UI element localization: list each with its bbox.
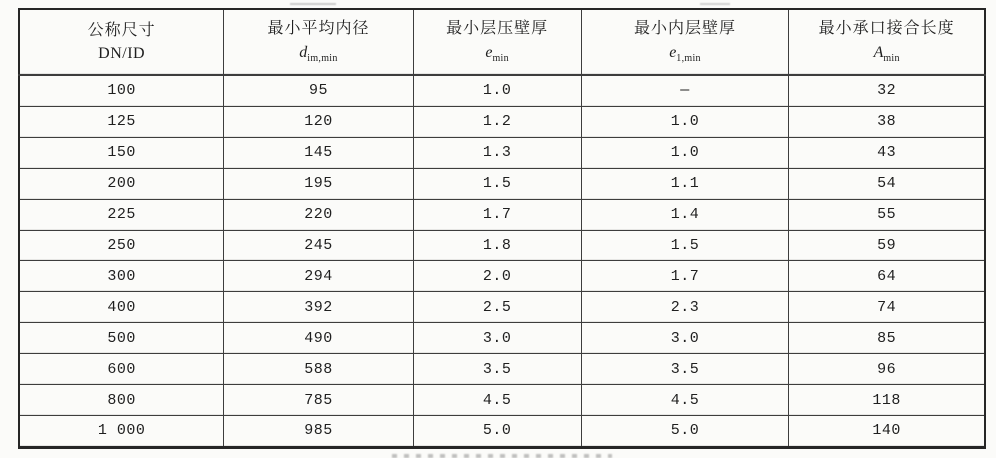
table-row — [19, 230, 985, 261]
table-cell: 38 — [789, 106, 985, 137]
column-title: 最小层压壁厚 — [446, 20, 549, 38]
cutoff-caption-artifact — [392, 454, 612, 458]
table-cell: 3.5 — [413, 354, 581, 385]
table-cell: 64 — [789, 261, 985, 292]
table-row — [19, 199, 985, 230]
table-cell: 490 — [224, 323, 413, 354]
table-cell: 59 — [789, 230, 985, 261]
table-cell: 140 — [789, 415, 985, 447]
column-title: 公称尺寸 — [87, 21, 156, 39]
table-cell: 2.3 — [581, 292, 789, 323]
table-cell: 1.7 — [581, 261, 789, 292]
symbol-subscript: min — [492, 52, 509, 64]
table-row — [19, 106, 985, 137]
table-cell: 1.3 — [413, 137, 581, 168]
table-cell: 294 — [224, 261, 413, 292]
column-header-2 — [224, 9, 413, 75]
column-header-5 — [789, 9, 985, 75]
table-cell: 250 — [19, 230, 224, 261]
column-header-3 — [413, 9, 581, 75]
table-row — [19, 292, 985, 323]
table-cell: 96 — [789, 354, 985, 385]
table-cell: 43 — [789, 137, 985, 168]
symbol-base: d — [299, 43, 308, 61]
table-cell: 2.0 — [413, 261, 581, 292]
column-header-4 — [581, 9, 789, 75]
table-row — [19, 385, 985, 416]
table-cell: 32 — [789, 75, 985, 106]
pipe-dimension-table — [18, 8, 986, 449]
column-symbol — [414, 45, 581, 64]
table-header — [19, 9, 985, 75]
symbol-base: A — [873, 43, 884, 61]
table-cell: 245 — [224, 230, 413, 261]
header-row — [19, 9, 985, 75]
table-cell: 1.4 — [581, 199, 789, 230]
table-cell: 4.5 — [581, 385, 789, 416]
table-cell: 125 — [19, 106, 224, 137]
column-header-1 — [19, 9, 224, 75]
table-cell: 800 — [19, 385, 224, 416]
symbol-base: DN/ID — [98, 45, 146, 63]
table-row — [19, 168, 985, 199]
table-cell: 3.5 — [581, 354, 789, 385]
column-title: 最小平均内径 — [267, 20, 370, 38]
table-cell: 5.0 — [581, 415, 789, 447]
table-cell: 3.0 — [581, 323, 789, 354]
table-cell: 4.5 — [413, 385, 581, 416]
table-cell: 785 — [224, 385, 413, 416]
table-cell: 1.5 — [413, 168, 581, 199]
table-cell: 3.0 — [413, 323, 581, 354]
scan-smudge — [700, 3, 730, 5]
table-cell: 120 — [224, 106, 413, 137]
table-cell: 1.0 — [581, 106, 789, 137]
table-cell: 588 — [224, 354, 413, 385]
column-symbol — [789, 45, 984, 64]
table-cell: 54 — [789, 168, 985, 199]
table-cell: 300 — [19, 261, 224, 292]
table-cell: 150 — [19, 137, 224, 168]
table-body — [19, 75, 985, 448]
table-row — [19, 354, 985, 385]
table-cell: 400 — [19, 292, 224, 323]
table-cell: 985 — [224, 415, 413, 447]
table-cell: 2.5 — [413, 292, 581, 323]
table-cell: 200 — [19, 168, 224, 199]
table-cell: 95 — [224, 75, 413, 106]
table-cell: 500 — [19, 323, 224, 354]
table-row — [19, 323, 985, 354]
table-cell: 118 — [789, 385, 985, 416]
table-row — [19, 75, 985, 106]
symbol-base: e — [669, 43, 677, 61]
table-cell: 100 — [19, 75, 224, 106]
table-cell: 1.0 — [413, 75, 581, 106]
table-cell: 1.7 — [413, 199, 581, 230]
table-cell: 1.1 — [581, 168, 789, 199]
symbol-subscript: min — [883, 52, 900, 64]
table-cell: 1.2 — [413, 106, 581, 137]
symbol-subscript: im,min — [307, 52, 338, 64]
table-cell: 1.8 — [413, 230, 581, 261]
table-row — [19, 137, 985, 168]
column-symbol — [582, 45, 789, 64]
column-title: 最小内层壁厚 — [634, 20, 737, 38]
table-cell: 55 — [789, 199, 985, 230]
column-symbol — [20, 46, 223, 62]
table-cell: 195 — [224, 168, 413, 199]
column-title: 最小承口接合长度 — [818, 20, 955, 38]
symbol-base: e — [485, 43, 493, 61]
table-cell: — — [581, 75, 789, 106]
scan-smudge — [290, 3, 336, 5]
table-row — [19, 415, 985, 447]
symbol-subscript: 1,min — [676, 52, 701, 64]
table-cell: 225 — [19, 199, 224, 230]
table-cell: 220 — [224, 199, 413, 230]
table-row — [19, 261, 985, 292]
table-cell: 1.0 — [581, 137, 789, 168]
table-cell: 1.5 — [581, 230, 789, 261]
table-cell: 1 000 — [19, 415, 224, 447]
table-cell: 85 — [789, 323, 985, 354]
table-cell: 74 — [789, 292, 985, 323]
table-cell: 392 — [224, 292, 413, 323]
table-cell: 145 — [224, 137, 413, 168]
column-symbol — [224, 45, 412, 64]
table-cell: 5.0 — [413, 415, 581, 447]
table-cell: 600 — [19, 354, 224, 385]
